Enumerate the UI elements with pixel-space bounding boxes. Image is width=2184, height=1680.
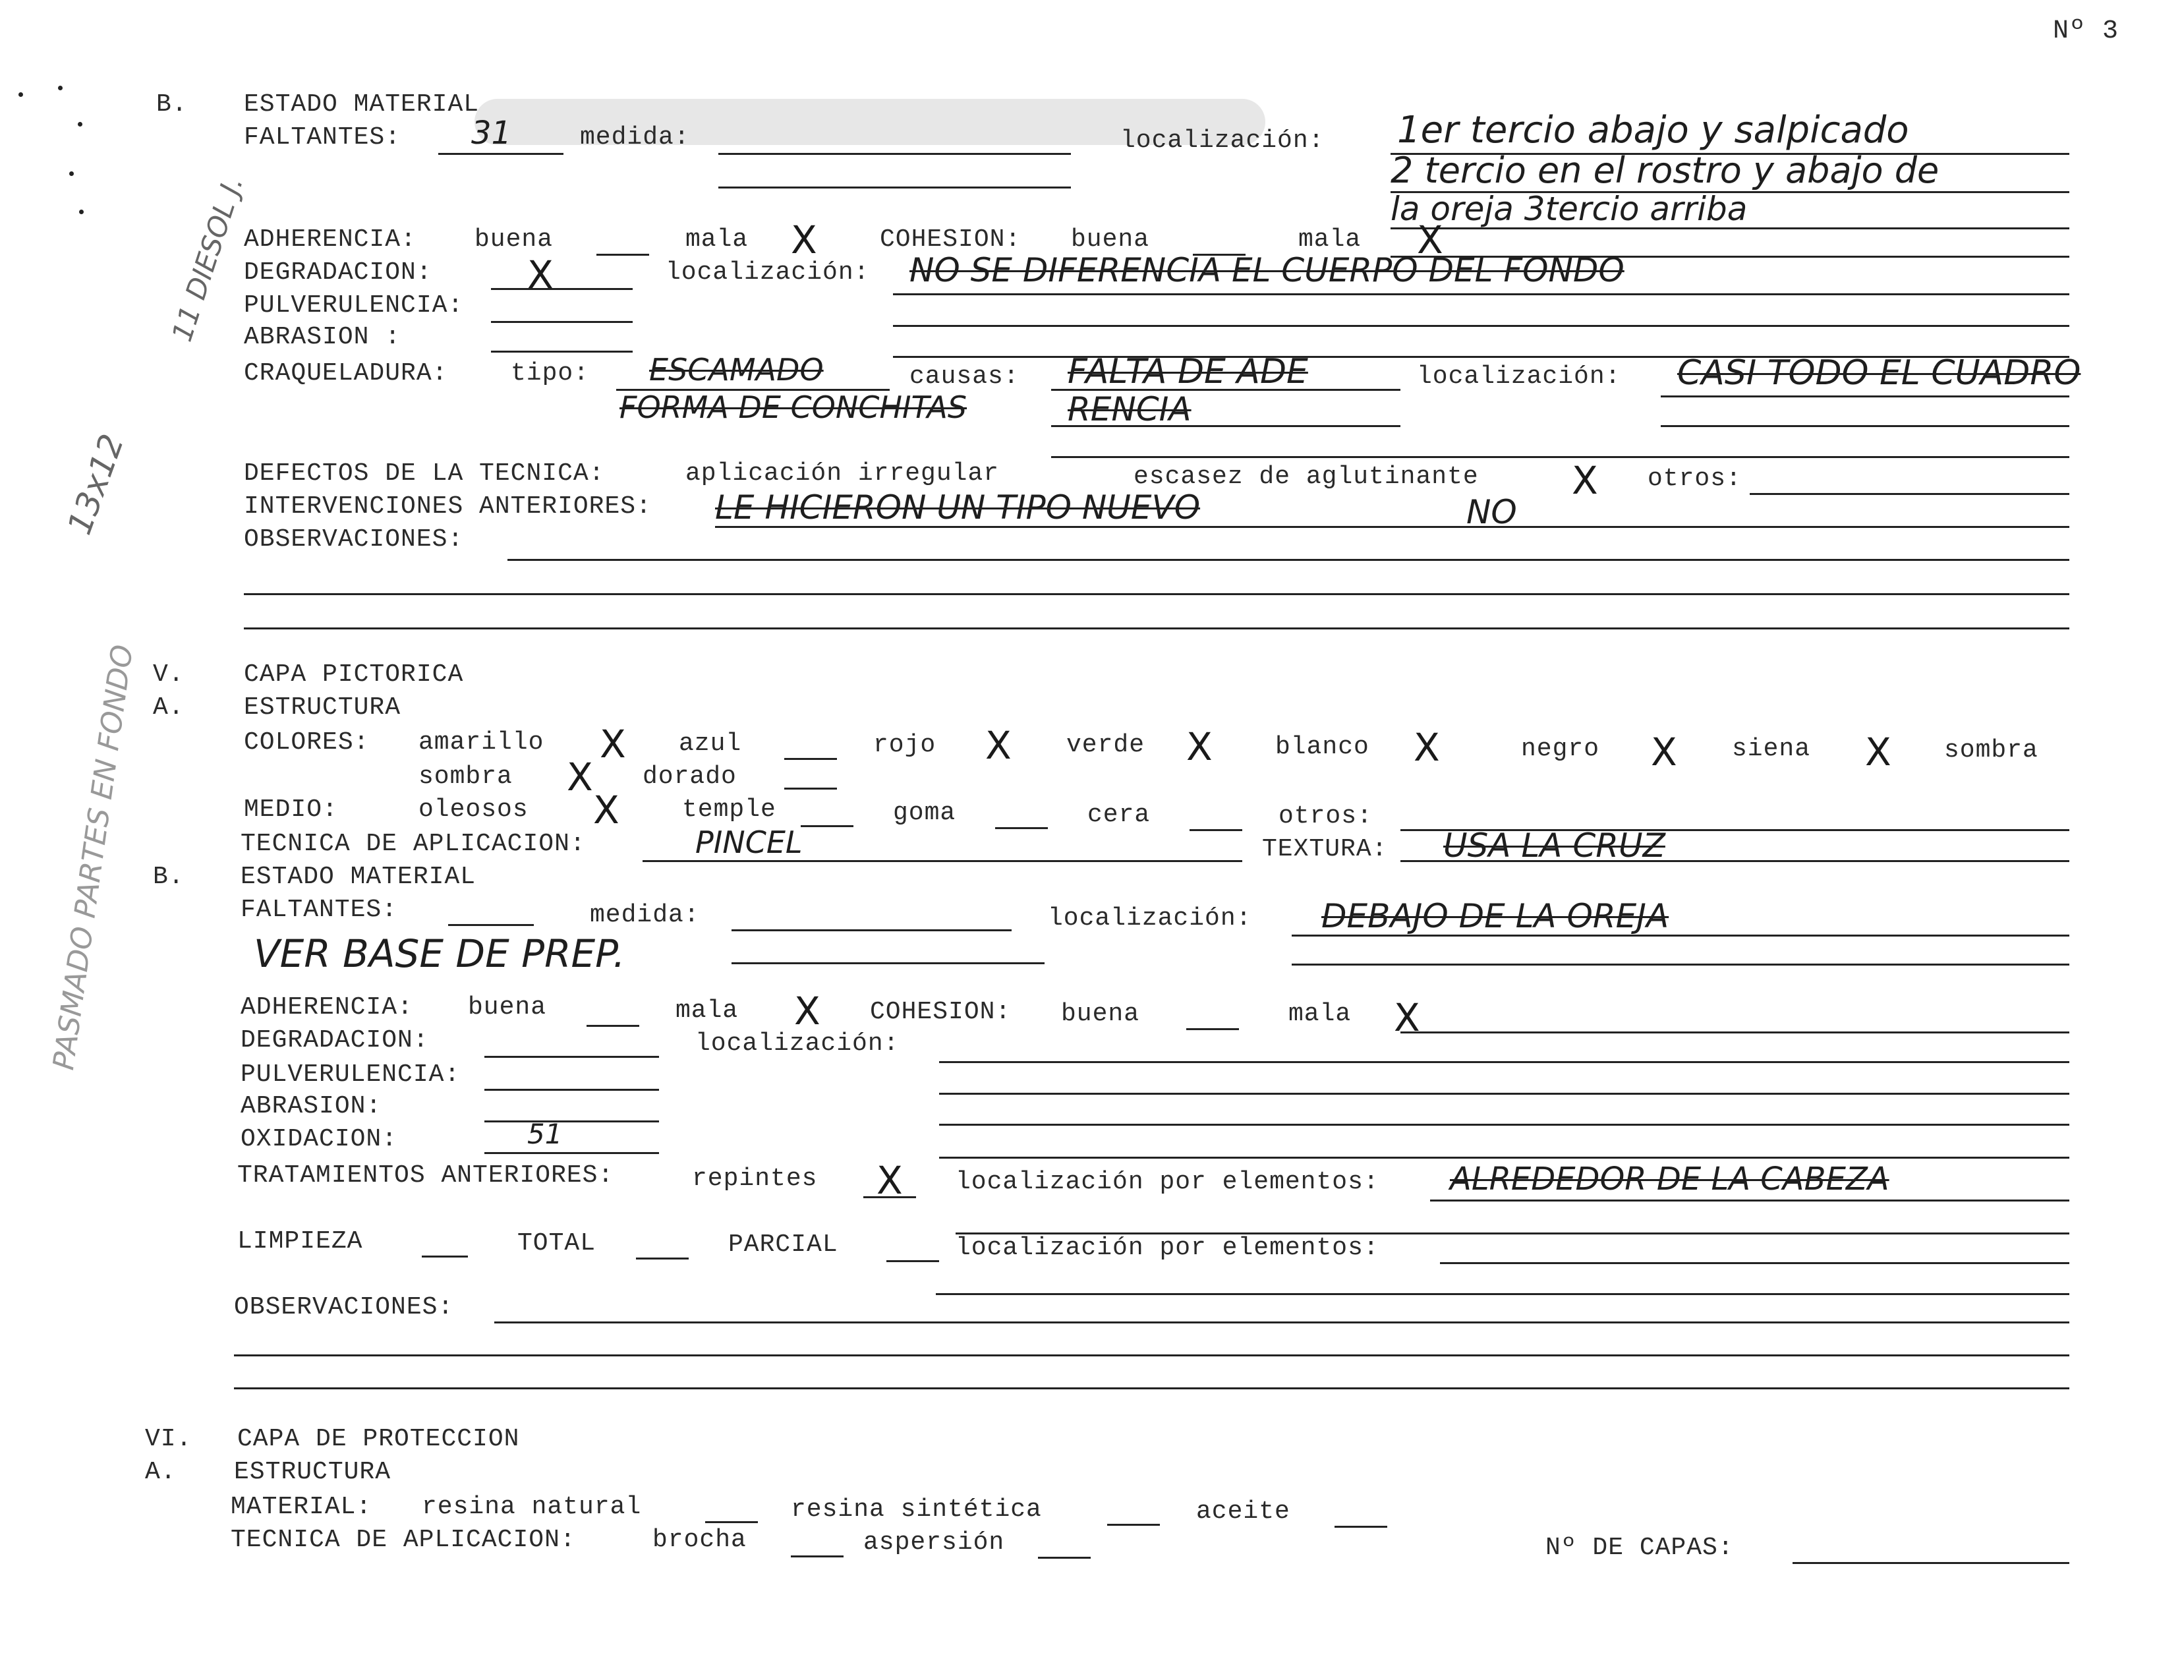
faltantes-value: 31 [471,115,512,152]
check-mark: X [791,217,817,262]
medio-option: oleosos [418,796,529,824]
field-line [939,1124,2069,1126]
faltantes-label: FALTANTES: [244,123,401,152]
field-line [939,1061,2069,1063]
section-letter: B. [156,90,188,119]
section-number: V. [153,660,185,689]
localizacion-label: localización: [1048,904,1252,933]
check-mark: X [985,723,1012,768]
subsection-title: ESTRUCTURA [244,693,401,722]
field-line [801,825,853,827]
intervenciones-value: NO [1466,493,1517,531]
field-line [494,1321,2069,1323]
medida-label: medida: [580,123,690,152]
field-line [718,153,1071,155]
check-mark: X [527,252,554,297]
field-line [886,1260,939,1262]
field-line [484,1056,659,1058]
field-line [718,187,1071,188]
field-line [1292,964,2069,966]
check-mark: X [1572,458,1598,503]
field-line [939,1157,2069,1159]
scan-speck [78,122,82,127]
margin-note: 13x12 [60,429,132,540]
pulverulencia-label: PULVERULENCIA: [241,1060,461,1089]
material-option: resina natural [422,1493,642,1521]
tratamientos-label: TRATAMIENTOS ANTERIORES: [237,1161,614,1190]
field-line [507,559,2069,561]
subsection-title: ESTRUCTURA [234,1458,391,1486]
abrasion-label: ABRASION: [241,1092,382,1120]
textura-label: TEXTURA: [1262,835,1388,863]
section-title: CAPA PICTORICA [244,660,464,689]
localizacion-value: 1er tercio abajo y salpicado [1397,109,1909,152]
field-line [484,1120,659,1122]
tecnica-value: PINCEL [695,825,803,860]
degradacion-label: DEGRADACION: [241,1026,429,1055]
field-line [491,288,633,290]
color-option: blanco [1275,733,1369,761]
oxidacion-value: 51 [527,1118,563,1150]
field-line [636,1258,689,1260]
abrasion-label: ABRASION : [244,323,401,351]
localizacion-label: localización: [666,258,870,287]
material-option: resina sintética [791,1495,1042,1524]
field-line [484,1089,659,1091]
subsection-letter: A. [145,1458,177,1486]
field-line [1661,425,2069,427]
oxidacion-label: OXIDACION: [241,1125,398,1153]
faltantes-label: FALTANTES: [241,896,398,924]
total-label: TOTAL [517,1229,596,1258]
craq-loc-value: CASI TODO EL CUADRO [1677,353,2081,393]
check-mark: X [1414,725,1440,770]
field-line [587,1025,639,1027]
color-option: verde [1066,731,1145,759]
defectos-label: DEFECTOS DE LA TECNICA: [244,459,605,488]
observaciones-label: OBSERVACIONES: [234,1293,454,1321]
cohesion-label: COHESION: [880,225,1021,254]
field-line [893,325,2069,327]
causas-value: FALTA DE ADE [1068,352,1308,391]
field-line [705,1521,758,1523]
tecnica-option: brocha [652,1526,747,1554]
section-title: CAPA DE PROTECCION [237,1425,520,1453]
field-line [1292,935,2069,937]
page-number: Nº 3 [2053,16,2119,46]
colores-label: COLORES: [244,728,370,757]
tecnica-label: TECNICA DE APLICACION: [241,830,586,858]
field-line [995,827,1048,829]
degradacion-label: DEGRADACION: [244,258,432,287]
scan-speck [58,86,63,90]
color-option: negro [1521,735,1600,763]
buena-label: buena [1061,1000,1140,1028]
localizacion-value: la oreja 3tercio arriba [1391,190,1748,228]
parcial-label: PARCIAL [728,1231,838,1259]
scan-speck [18,92,23,97]
adherencia-label: ADHERENCIA: [244,225,417,254]
field-line [234,1354,2069,1356]
field-line [1186,1028,1239,1030]
field-line [234,1387,2069,1389]
causas-label: causas: [909,362,1020,391]
field-line [1038,1557,1091,1559]
color-option: amarillo [418,728,544,757]
field-line [732,962,1045,964]
field-line [1391,227,2069,229]
field-line [484,1152,659,1154]
field-line [1400,1031,2069,1033]
material-label: MATERIAL: [231,1493,372,1521]
field-line [1430,1200,2069,1202]
causas-value: RENCIA [1068,390,1192,428]
field-line [1051,425,1400,427]
field-line [1335,1526,1387,1528]
section-letter: B. [153,863,185,891]
field-line [1440,1262,2069,1264]
medio-label: MEDIO: [244,796,338,824]
field-line [422,1256,468,1258]
tipo-value: ESCAMADO [649,352,824,388]
intervenciones-struck: LE HICIERON UN TIPO NUEVO [715,488,1201,527]
scan-speck [79,210,84,214]
buena-label: buena [474,225,554,254]
field-line [448,924,534,926]
field-line [1400,860,2069,862]
localizacion-value: DEBAJO DE LA OREJA [1321,897,1669,935]
tecnica-option: aspersión [863,1528,1005,1557]
capas-label: Nº DE CAPAS: [1545,1534,1734,1562]
loc-elem-value: ALREDEDOR DE LA CABEZA [1450,1161,1889,1198]
color-option: azul [679,730,742,758]
color-option: sombra [418,763,513,791]
field-line [1107,1524,1160,1526]
check-mark: X [1417,217,1443,262]
mala-label: mala [1298,225,1362,254]
scan-speck [69,171,74,176]
field-line [863,1196,916,1198]
color-option: siena [1732,735,1811,763]
degradacion-loc-value: NO SE DIFERENCIA EL CUERPO DEL FONDO [909,251,1624,289]
field-line [936,1293,2069,1295]
observaciones-label: OBSERVACIONES: [244,525,464,554]
field-line [939,1093,2069,1095]
field-line [438,153,563,155]
otros-label: otros: [1648,465,1742,493]
color-option: rojo [873,731,936,759]
escasez-label: escasez de aglutinante [1134,463,1479,491]
localizacion-label: localización: [695,1029,900,1058]
repintes-label: repintes [692,1165,818,1193]
localizacion-label: localización: [1120,127,1325,155]
field-line [491,321,633,323]
tecnica-label: TECNICA DE APLICACION: [231,1526,576,1554]
material-option: aceite [1196,1497,1290,1526]
field-line [1051,456,2069,458]
check-mark: X [1394,995,1420,1040]
field-line [244,593,2069,595]
medio-option: otros: [1279,802,1373,830]
field-line [491,351,633,353]
check-mark: X [567,755,593,799]
section-title: ESTADO MATERIAL [241,863,476,891]
intervenciones-label: INTERVENCIONES ANTERIORES: [244,492,652,521]
adherencia-label: ADHERENCIA: [241,993,413,1022]
aplicacion-label: aplicación irregular [685,459,1000,488]
subsection-letter: A. [153,693,185,722]
limpieza-label: LIMPIEZA [237,1227,363,1256]
buena-label: buena [1071,225,1150,254]
field-line [596,254,649,256]
check-mark: X [600,722,626,767]
field-line [1190,829,1242,831]
tipo-label: tipo: [511,359,590,388]
field-line [784,788,837,790]
loc-elem-label: localización por elementos: [956,1234,1379,1262]
craqueladura-label: CRAQUELADURA: [244,359,448,388]
textura-value: USA LA CRUZ [1443,826,1665,865]
buena-label: buena [468,993,547,1022]
mala-label: mala [1288,1000,1352,1028]
loc-elem-label: localización por elementos: [956,1168,1379,1196]
color-option: sombra [1944,736,2038,765]
tipo-value: FORMA DE CONCHITAS [619,390,967,425]
mala-label: mala [675,997,739,1025]
check-mark: X [1651,730,1677,774]
margin-note: 11 DIESOL J. [165,172,250,345]
medio-option: temple [682,796,776,824]
color-option: dorado [643,763,737,791]
localizacion-label: localización: [1417,362,1621,391]
field-line [893,293,2069,295]
check-mark: X [593,788,619,832]
field-line [1661,395,2069,397]
field-line [244,627,2069,629]
mala-label: mala [685,225,749,254]
medio-option: goma [893,799,956,827]
field-line [715,526,2069,528]
field-line [1750,493,2069,495]
field-line [791,1555,844,1557]
faltantes-note: VER BASE DE PREP. [254,931,625,976]
medio-option: cera [1087,801,1151,829]
localizacion-value: 2 tercio en el rostro y abajo de [1391,150,1940,191]
check-mark: X [876,1158,903,1203]
field-line [732,929,1012,931]
field-line [1793,1562,2069,1564]
check-mark: X [794,989,820,1033]
check-mark: X [1865,730,1891,774]
check-mark: X [1186,724,1213,769]
field-line [784,758,837,760]
margin-note: PASMADO PARTES EN FONDO [47,643,140,1072]
section-number: VI. [145,1425,192,1453]
pulverulencia-label: PULVERULENCIA: [244,291,464,320]
medida-label: medida: [590,901,700,929]
cohesion-label: COHESION: [870,998,1012,1026]
section-title: ESTADO MATERIAL [244,90,480,119]
field-line [643,860,1242,862]
